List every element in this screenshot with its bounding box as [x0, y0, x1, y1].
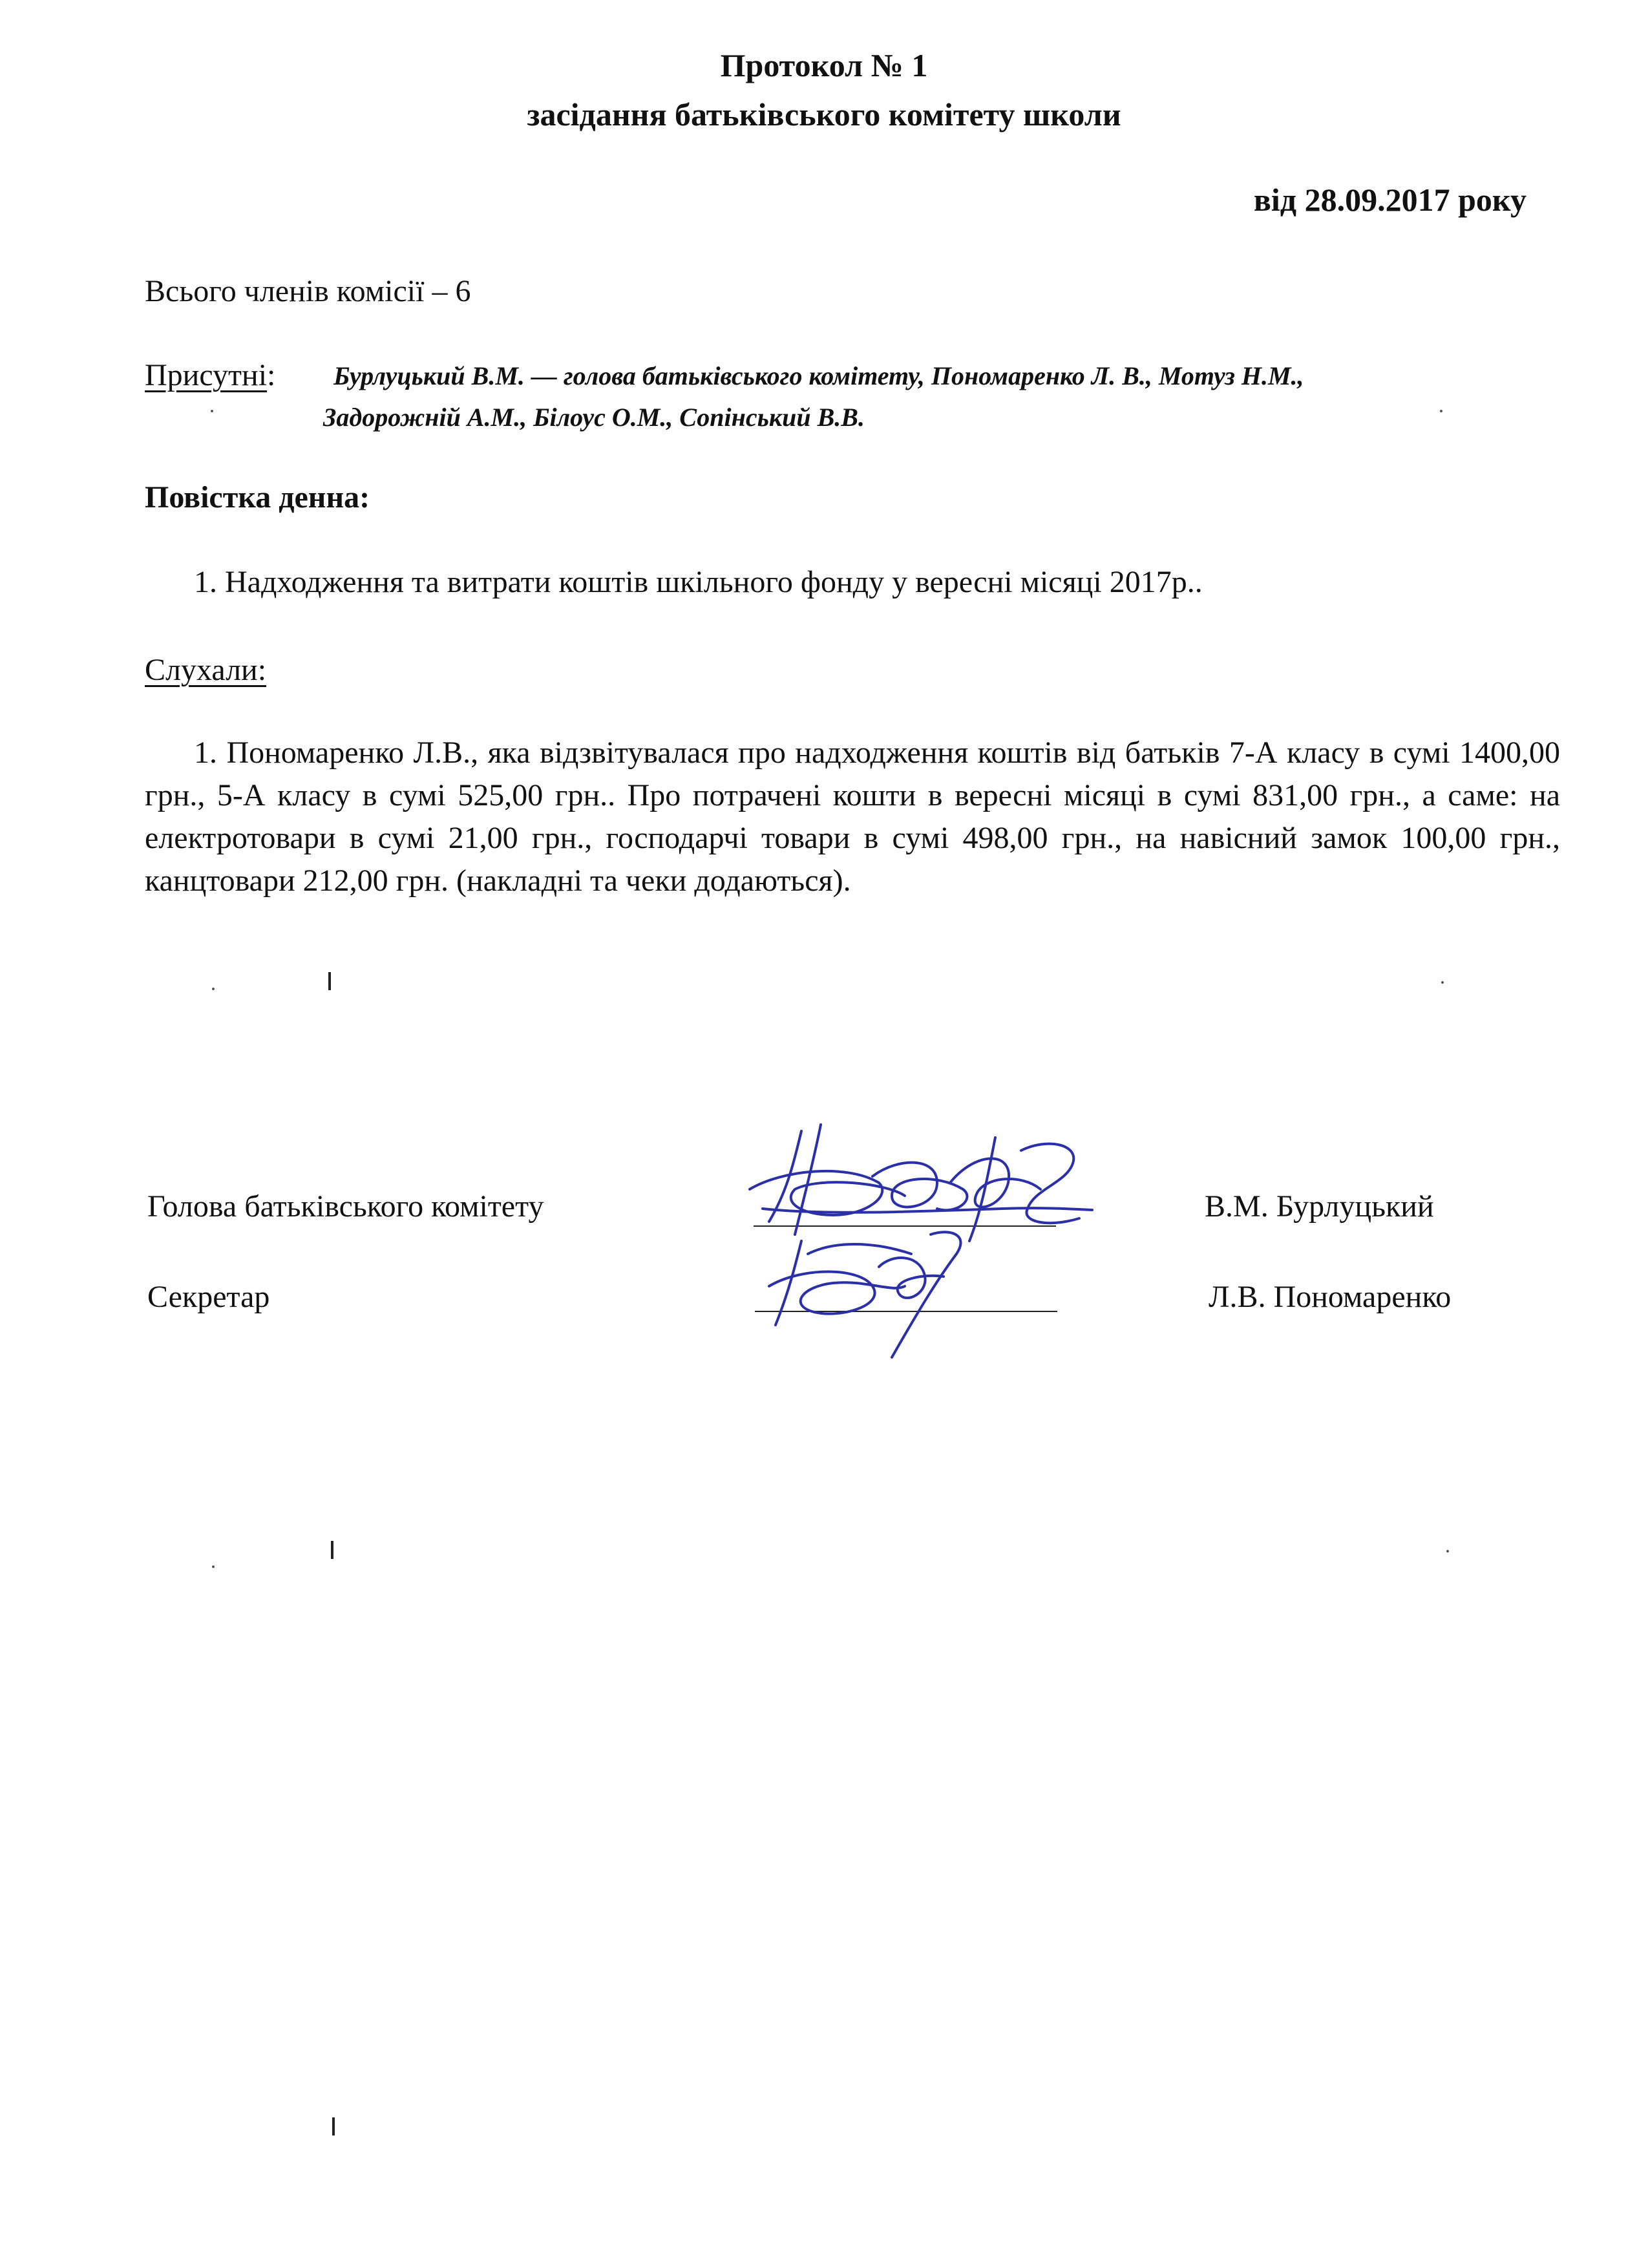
document-date: від 28.09.2017 року	[1253, 182, 1527, 218]
present-list-line-2: Задорожній А.М., Білоус О.М., Сопінський В.В.	[323, 403, 865, 432]
heard-paragraph-text: 1. Пономаренко Л.В., яка відзвітувалася про надходження коштів від батьків 7-А класу в сумі 1400,00 грн., 5-А класу в сумі 525,00 грн.. Про потрачені кошти в вересні місяці в сумі 831,00 грн., а саме: на електротовари в сумі 21,00 грн., господарчі товари в сумі 498,00 грн., на навісний замок 100,00 грн., канцтовари 212,00 грн. (накладні та чеки додаються).	[145, 736, 1560, 898]
chair-name: В.М. Бурлуцький	[1205, 1189, 1434, 1224]
present-label-colon: :	[267, 358, 276, 392]
heard-title: Слухали:	[145, 653, 267, 687]
document-subtitle: засідання батьківського комітету школи	[527, 96, 1121, 132]
members-count: Всього членів комісії – 6	[145, 274, 471, 308]
document-title: Протокол № 1	[720, 47, 928, 83]
chair-label: Голова батьківського комітету	[147, 1189, 544, 1224]
secretary-name: Л.В. Пономаренко	[1209, 1280, 1452, 1314]
agenda-item: 1. Надходження та витрати коштів шкільного фонду у вересні місяці 2017р..	[194, 565, 1203, 599]
present-list-line-1: Бурлуцький В.М. — голова батьківського комітету, Пономаренко Л. В., Мотуз Н.М.,	[333, 361, 1304, 390]
secretary-label: Секретар	[147, 1280, 270, 1314]
present-label-text: Присутні	[145, 358, 268, 392]
agenda-title: Повістка денна:	[145, 480, 370, 514]
